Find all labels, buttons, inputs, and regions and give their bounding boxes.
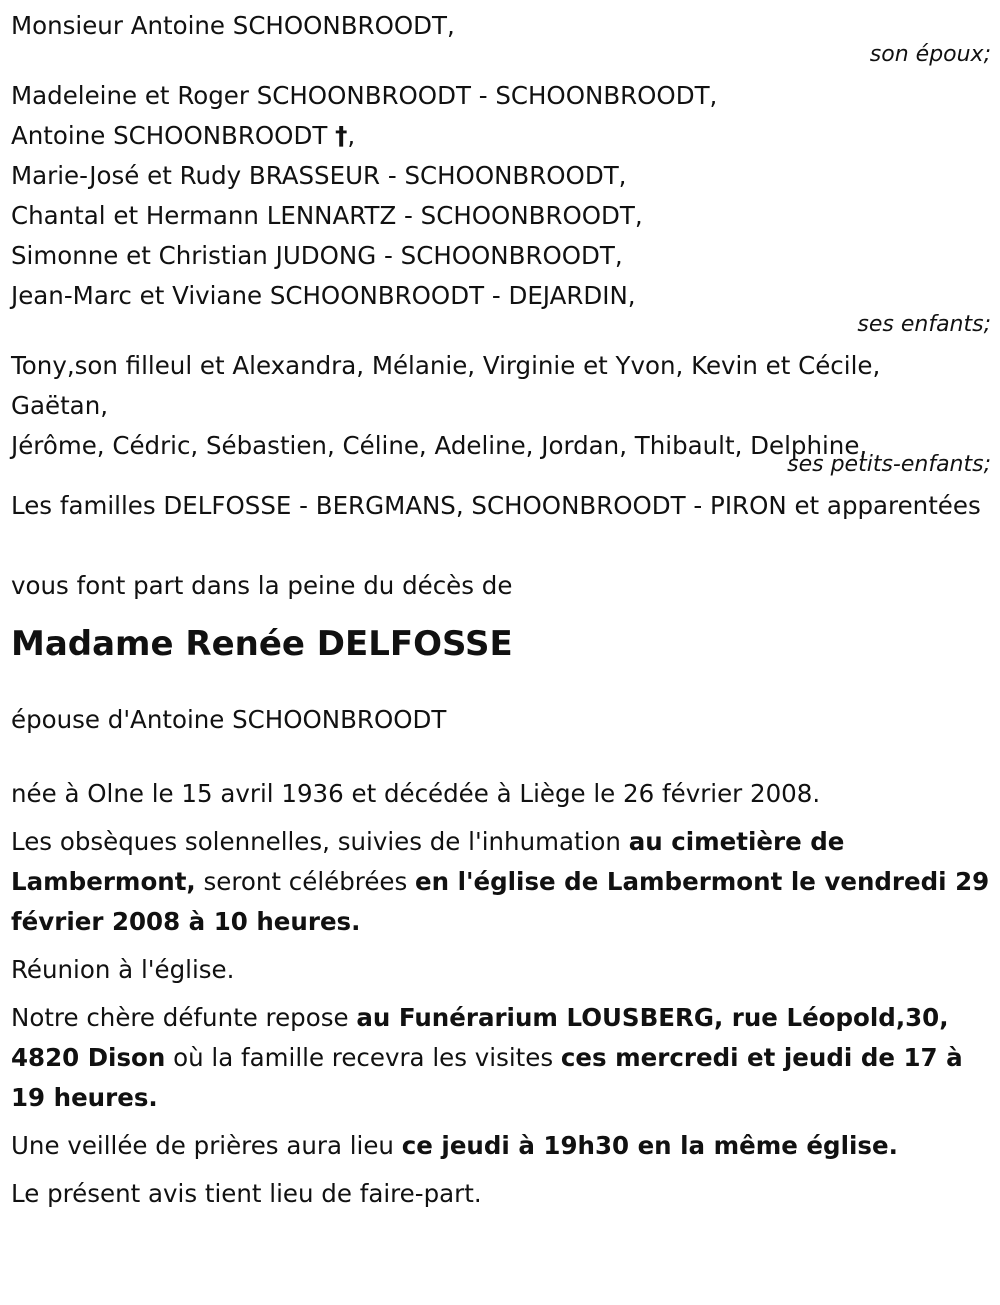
child-line: Marie-José et Rudy BRASSEUR - SCHOONBROODT, [11, 161, 627, 190]
child-line: Jean-Marc et Viviane SCHOONBROODT - DEJARDIN, [11, 281, 636, 310]
grandchildren-role: ses petits-enfants; [787, 452, 991, 477]
grandchild-line: Gaëtan, [11, 391, 109, 420]
vigil-datetime: ce jeudi à 19h30 en la même église. [401, 1131, 898, 1160]
spouse-of-line: épouse d'Antoine SCHOONBROODT [11, 705, 447, 734]
child-line: Chantal et Hermann LENNARTZ - SCHOONBROODT, [11, 201, 643, 230]
grandchild-line: Tony,son filleul et Alexandra, Mélanie, Virginie et Yvon, Kevin et Cécile, [11, 351, 881, 380]
child-name: Antoine SCHOONBROODT [11, 121, 328, 150]
rest-visiting-hours: ces mercredi et jeudi de 17 à 19 heures. [11, 1043, 963, 1112]
vigil-paragraph [11, 1126, 991, 1166]
grandchildren-list [11, 346, 991, 466]
meeting-line: Réunion à l'église. [11, 955, 235, 984]
funeral-church-datetime: en l'église de Lambermont le vendredi 29 février 2008 à 10 heures. [11, 867, 990, 936]
spouse-name: Monsieur Antoine SCHOONBROODT, [11, 11, 455, 40]
children-list [11, 76, 991, 316]
child-line: Simonne et Christian JUDONG - SCHOONBROODT, [11, 241, 623, 270]
rest-text: Notre chère défunte repose [11, 1003, 357, 1032]
child-line: Madeleine et Roger SCHOONBROODT - SCHOONBROODT, [11, 81, 718, 110]
birth-death-line: née à Olne le 15 avril 1936 et décédée à Liège le 26 février 2008. [11, 779, 821, 808]
funeral-cemetery: au cimetière de Lambermont, [11, 827, 845, 896]
vigil-text: Une veillée de prières aura lieu [11, 1131, 402, 1160]
families-line: Les familles DELFOSSE - BERGMANS, SCHOONBROODT - PIRON et apparentées [11, 491, 981, 520]
deceased-name: Madame Renée DELFOSSE [11, 624, 513, 664]
announcement-line: vous font part dans la peine du décès de [11, 571, 513, 600]
child-line-deceased [11, 116, 991, 156]
closing-line: Le présent avis tient lieu de faire-part. [11, 1179, 482, 1208]
rest-paragraph [11, 998, 991, 1118]
obituary-notice [11, 6, 991, 1214]
rest-funeral-home: au Funérarium LOUSBERG, rue Léopold,30, 4820 Dison [11, 1003, 949, 1072]
funeral-text: Les obsèques solennelles, suivies de l'inhumation [11, 827, 629, 856]
funeral-paragraph [11, 822, 991, 942]
children-role: ses enfants; [857, 312, 991, 337]
child-line-suffix: , [347, 121, 356, 150]
grandchild-line: Jérôme, Cédric, Sébastien, Céline, Adeline, Jordan, Thibault, Delphine, [11, 431, 868, 460]
spouse-role: son époux; [869, 42, 991, 67]
funeral-text: seront célébrées [195, 867, 416, 896]
rest-text: où la famille recevra les visites [165, 1043, 561, 1072]
cross-icon: † [335, 121, 348, 150]
